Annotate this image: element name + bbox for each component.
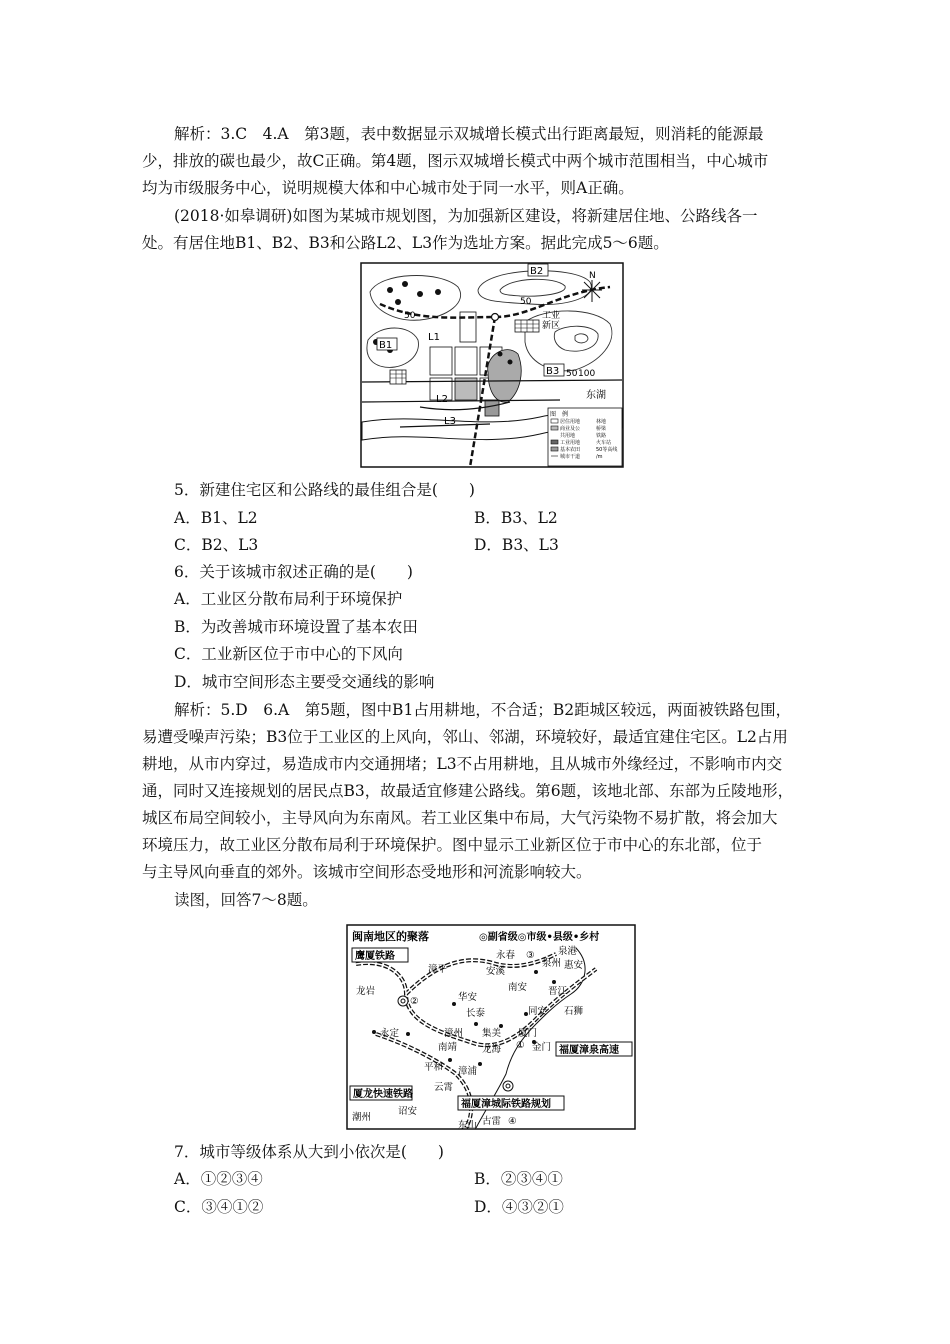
place-tongan: 同安 [528, 1006, 548, 1017]
place-xiamen: 厦门 [518, 1028, 538, 1039]
place-n2: ② [410, 996, 419, 1007]
place-guxiong: 古雷 [482, 1116, 502, 1127]
place-pinghe: 平和 [424, 1062, 444, 1073]
analysis-5-6-line4: 通，同时又连接规划的居民点B3，故最适宜修建公路线。第6题，该地北部、东部为丘陵地形， [142, 782, 794, 800]
label-l3: L3 [444, 416, 456, 427]
analysis-3-4-line1: 解析：3.C 4.A 第3题，表中数据显示双城增长模式出行距离最短，则消耗的能源最 [174, 125, 764, 143]
place-chaozhou: 潮州 [352, 1112, 372, 1123]
q7-option-a[interactable]: A．①②③④ [174, 1170, 263, 1188]
place-dongshan: 东山 [458, 1120, 478, 1130]
analysis-5-6-line7: 与主导风向垂直的郊外。该城市空间形态受地形和河流影响较大。 [142, 863, 592, 881]
map2-legend: ◎副省级◎市级•县级•乡村 [479, 932, 600, 943]
contour-50-b: 50 [520, 297, 532, 307]
place-huian: 惠安 [564, 960, 584, 971]
place-zhangzhou: 漳州 [444, 1028, 464, 1039]
legend-item: 桥梁 [596, 426, 607, 432]
train-station-icon [492, 314, 499, 321]
place-shishi: 石狮 [564, 1006, 584, 1017]
place-changtai: 长泰 [466, 1008, 486, 1019]
place-quanzhou: 泉州 [542, 958, 562, 969]
contour-50-a: 50 [404, 311, 416, 321]
analysis-5-6-line1: 解析：5.D 6.A 第5题，图中B1占用耕地，不合适；B2距城区较远，两面被铁路包围， [174, 701, 792, 719]
place-nanan: 南安 [508, 982, 528, 993]
label-l1: L1 [428, 332, 440, 343]
legend-item: 林地 [596, 419, 607, 425]
label-lake: 东湖 [586, 390, 606, 401]
legend-item: 铁路 [596, 433, 607, 439]
question-intro-line2: 处。有居住地B1、B2、B3和公路L2、L3作为选址方案。据此完成5～6题。 [142, 234, 669, 252]
industrial-block [390, 370, 406, 384]
legend-item: 商业及公 [560, 426, 581, 432]
place-jimei: 集美 [482, 1028, 502, 1039]
label-industry-1: 工业 [542, 311, 561, 321]
map2-title: 闽南地区的聚落 [352, 930, 429, 943]
label-yingxia-railway: 鹰厦铁路 [355, 951, 395, 962]
place-jinmen: 金门 [532, 1042, 552, 1053]
legend-item: 基本农田 [560, 447, 581, 453]
q5-option-d[interactable]: D．B3、L3 [474, 536, 559, 554]
label-b1: B1 [379, 340, 393, 351]
legend-item: 居住用地 [560, 419, 581, 425]
place-yongding: 永定 [380, 1028, 400, 1039]
north-label: N [589, 271, 596, 281]
place-jinjiang: 晋江 [548, 986, 568, 997]
place-quangang: 泉港 [558, 946, 578, 957]
place-zhangping: 漳平 [428, 964, 448, 975]
analysis-5-6-line5: 城区布局空间较小，主导风向为东南风。若工业区集中布局，大气污染物不易扩散，将会加大 [142, 809, 778, 827]
q7-stem: 7．城市等级体系从大到小依次是( ) [174, 1143, 444, 1161]
place-anxi: 安溪 [486, 966, 506, 977]
question-intro-line1: (2018·如皋调研)如图为某城市规划图，为加强新区建设，将新建居住地、公路线各一 [174, 207, 758, 225]
place-n4: ④ [508, 1116, 517, 1127]
legend-item: 50等高线 [596, 447, 618, 453]
label-l2: L2 [436, 394, 448, 405]
q5-stem: 5．新建住宅区和公路线的最佳组合是( ) [174, 481, 475, 499]
contour-50-c: 50 [566, 369, 578, 379]
place-huaan: 华安 [458, 992, 478, 1003]
legend-item: 城市干道 [560, 454, 581, 460]
legend-item: /m [596, 454, 603, 460]
label-b2: B2 [530, 266, 544, 277]
q5-option-b[interactable]: B．B3、L2 [474, 509, 558, 527]
q7-option-c[interactable]: C．③④①② [174, 1198, 264, 1216]
q7-option-d[interactable]: D．④③②① [474, 1198, 564, 1216]
place-zhangpu: 漳浦 [458, 1066, 478, 1077]
place-yunxiao: 云霄 [434, 1082, 454, 1093]
q6-option-c[interactable]: C．工业新区位于市中心的下风向 [174, 645, 403, 663]
q6-stem: 6．关于该城市叙述正确的是( ) [174, 563, 413, 581]
city-planning-map [360, 262, 624, 468]
q6-option-b[interactable]: B．为改善城市环境设置了基本农田 [174, 618, 418, 636]
legend-item: 火车站 [596, 440, 612, 446]
place-zhaoan: 诏安 [398, 1106, 418, 1117]
analysis-5-6-line2: 易遭受噪声污染；B3位于工业区的上风向，邻山、邻湖，环境较好，最适宜建住宅区。L2占用 [142, 728, 788, 746]
place-longyan: 龙岩 [356, 986, 376, 997]
analysis-3-4-line2: 少，排放的碳也最少，故C正确。第4题，图示双城增长模式中两个城市范围相当，中心城市 [142, 152, 769, 170]
label-industry-2: 新区 [542, 321, 561, 331]
legend-item: 共用地 [560, 433, 576, 439]
legend-item: 工业用地 [560, 440, 581, 446]
q5-option-a[interactable]: A．B1、L2 [174, 509, 258, 527]
contour-100: 100 [578, 369, 596, 379]
place-n1: ① [516, 1040, 525, 1051]
q7-option-b[interactable]: B．②③④① [474, 1170, 563, 1188]
q6-option-d[interactable]: D．城市空间形态主要受交通线的影响 [174, 673, 435, 691]
q7-8-intro: 读图，回答7～8题。 [174, 891, 318, 909]
label-fuxiazhang-highway: 福厦漳泉高速 [559, 1045, 619, 1056]
analysis-5-6-line6: 环境压力，故工业区分散布局利于环境保护。图中显示工业新区位于市中心的东北部，位于 [142, 836, 763, 854]
place-longhai: 龙海 [482, 1044, 502, 1055]
place-yongchun: 永春 [496, 950, 516, 961]
place-n3: ③ [526, 950, 535, 961]
label-b3: B3 [546, 366, 560, 377]
label-intercity-railway: 福厦漳城际铁路规划 [461, 1099, 551, 1110]
legend-title: 图 例 [550, 411, 569, 418]
place-nanjing: 南靖 [438, 1042, 458, 1053]
q6-option-a[interactable]: A．工业区分散布局利于环境保护 [174, 590, 403, 608]
q5-option-c[interactable]: C．B2、L3 [174, 536, 259, 554]
analysis-5-6-line3: 耕地，从市内穿过，易造成市内交通拥堵；L3不占用耕地，且从城市外缘经过，不影响市内交 [142, 755, 783, 773]
label-xialong-railway: 厦龙快速铁路 [353, 1089, 413, 1100]
minnan-settlements-map [346, 924, 636, 1130]
analysis-3-4-line3: 均为市级服务中心，说明规模大体和中心城市处于同一水平，则A正确。 [142, 179, 634, 197]
